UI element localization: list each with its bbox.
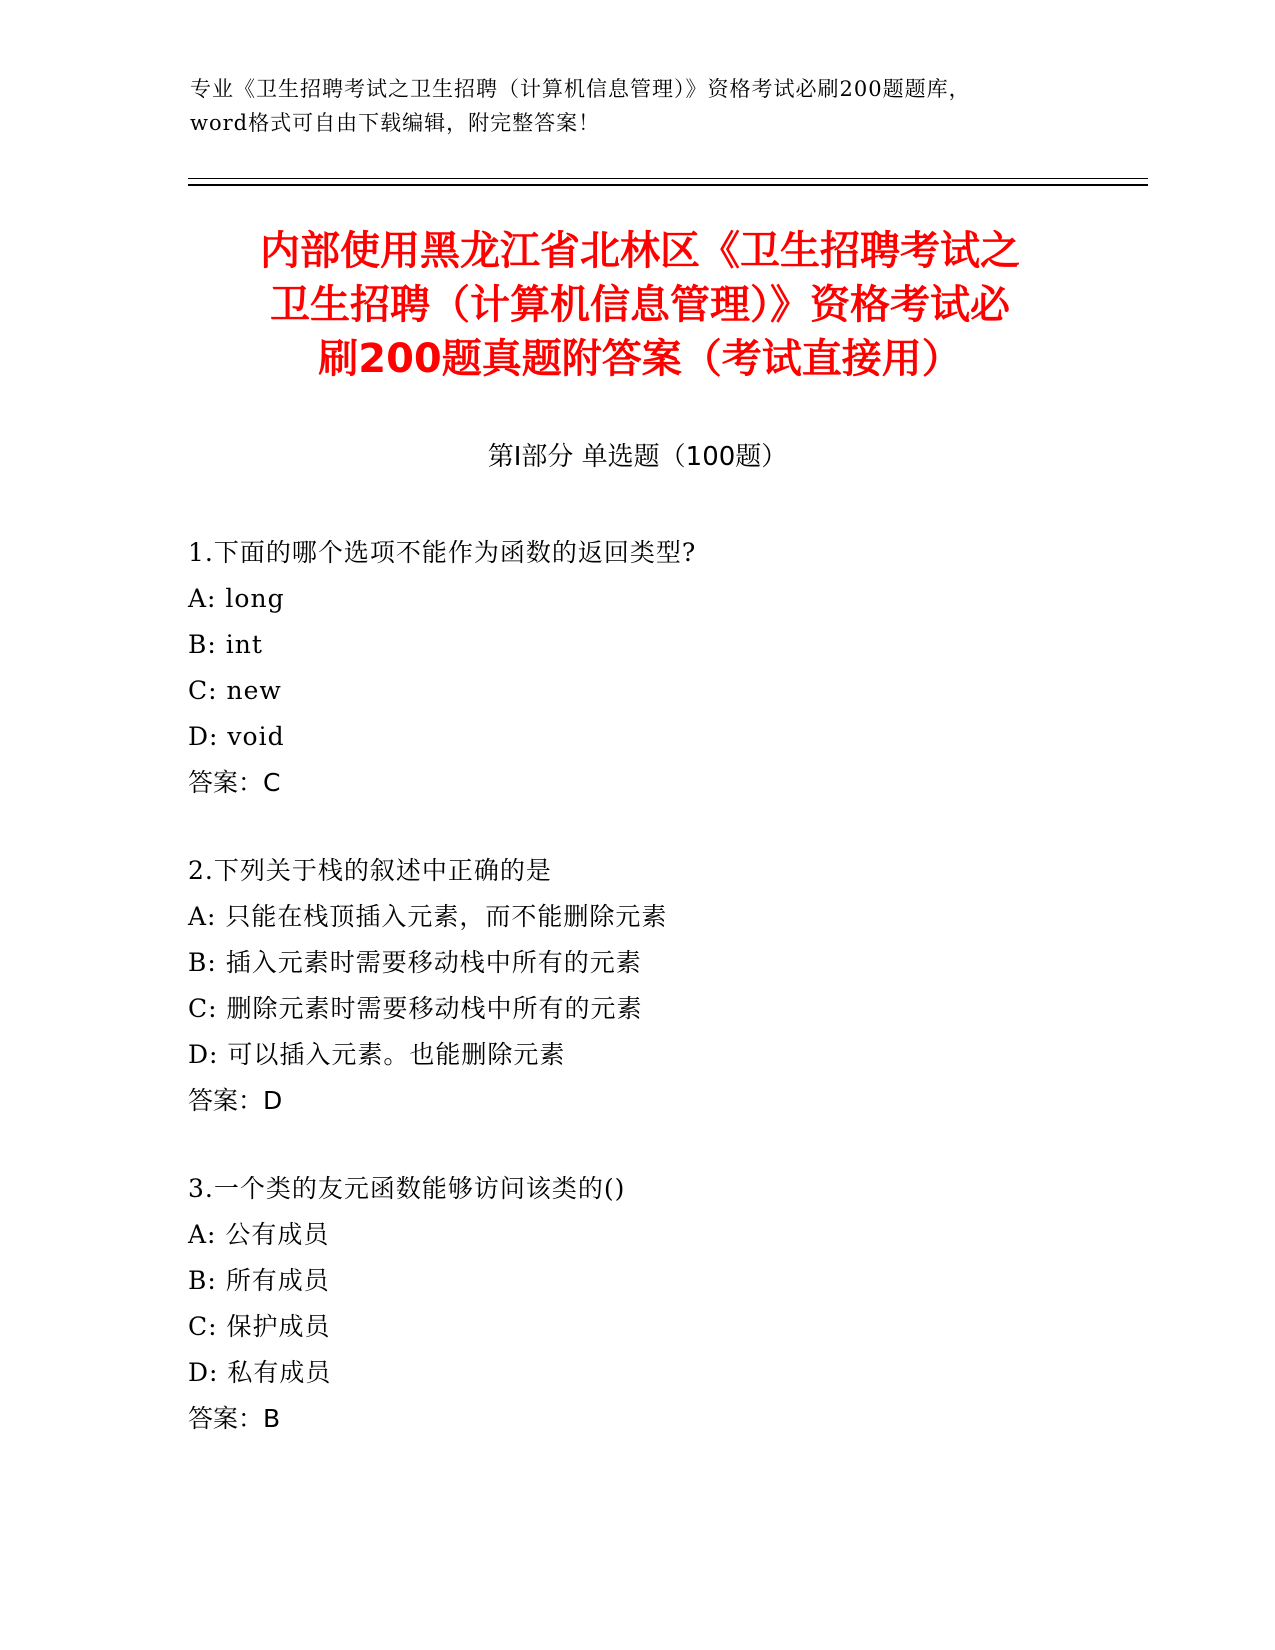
document-title	[150, 224, 1130, 386]
header-divider-thick	[188, 184, 1148, 186]
header-divider-thin	[188, 178, 1148, 179]
header-note-line-1: 专业《卫生招聘考试之卫生招聘（计算机信息管理）》资格考试必刷200题题库，	[190, 77, 971, 101]
option-d: D: 私有成员	[188, 1358, 332, 1387]
answer-line: 答案：B	[188, 1404, 281, 1433]
option-c: C: 保护成员	[188, 1312, 331, 1341]
option-b: B: int	[188, 630, 263, 659]
header-note-line-2: word格式可自由下载编辑，附完整答案！	[190, 111, 601, 135]
option-b: B: 插入元素时需要移动栈中所有的元素	[188, 948, 642, 977]
question-3	[188, 1166, 1088, 1442]
option-a: A: 只能在栈顶插入元素，而不能删除元素	[188, 902, 668, 931]
header-note	[190, 72, 1090, 140]
option-b: B: 所有成员	[188, 1266, 330, 1295]
question-1	[188, 530, 1088, 806]
answer-line: 答案：D	[188, 1086, 283, 1115]
section-heading: 第Ⅰ部分 单选题（100题）	[487, 442, 788, 472]
option-c: C: new	[188, 676, 282, 705]
document-title-line-1: 内部使用黑龙江省北林区《卫生招聘考试之	[260, 228, 1020, 274]
question-2	[188, 848, 1088, 1124]
answer-line: 答案：C	[188, 768, 281, 797]
question-stem: 2.下列关于栈的叙述中正确的是	[188, 856, 552, 885]
option-d: D: 可以插入元素。也能删除元素	[188, 1040, 566, 1069]
question-stem: 1.下面的哪个选项不能作为函数的返回类型?	[188, 538, 697, 567]
option-a: A: 公有成员	[188, 1220, 330, 1249]
document-title-line-2: 卫生招聘（计算机信息管理）》资格考试必	[270, 282, 1010, 328]
document-title-line-3: 刷200题真题附答案（考试直接用）	[318, 336, 962, 382]
option-d: D: void	[188, 722, 285, 751]
question-stem: 3.一个类的友元函数能够访问该类的()	[188, 1174, 626, 1203]
option-a: A: long	[188, 584, 285, 613]
option-c: C: 删除元素时需要移动栈中所有的元素	[188, 994, 643, 1023]
